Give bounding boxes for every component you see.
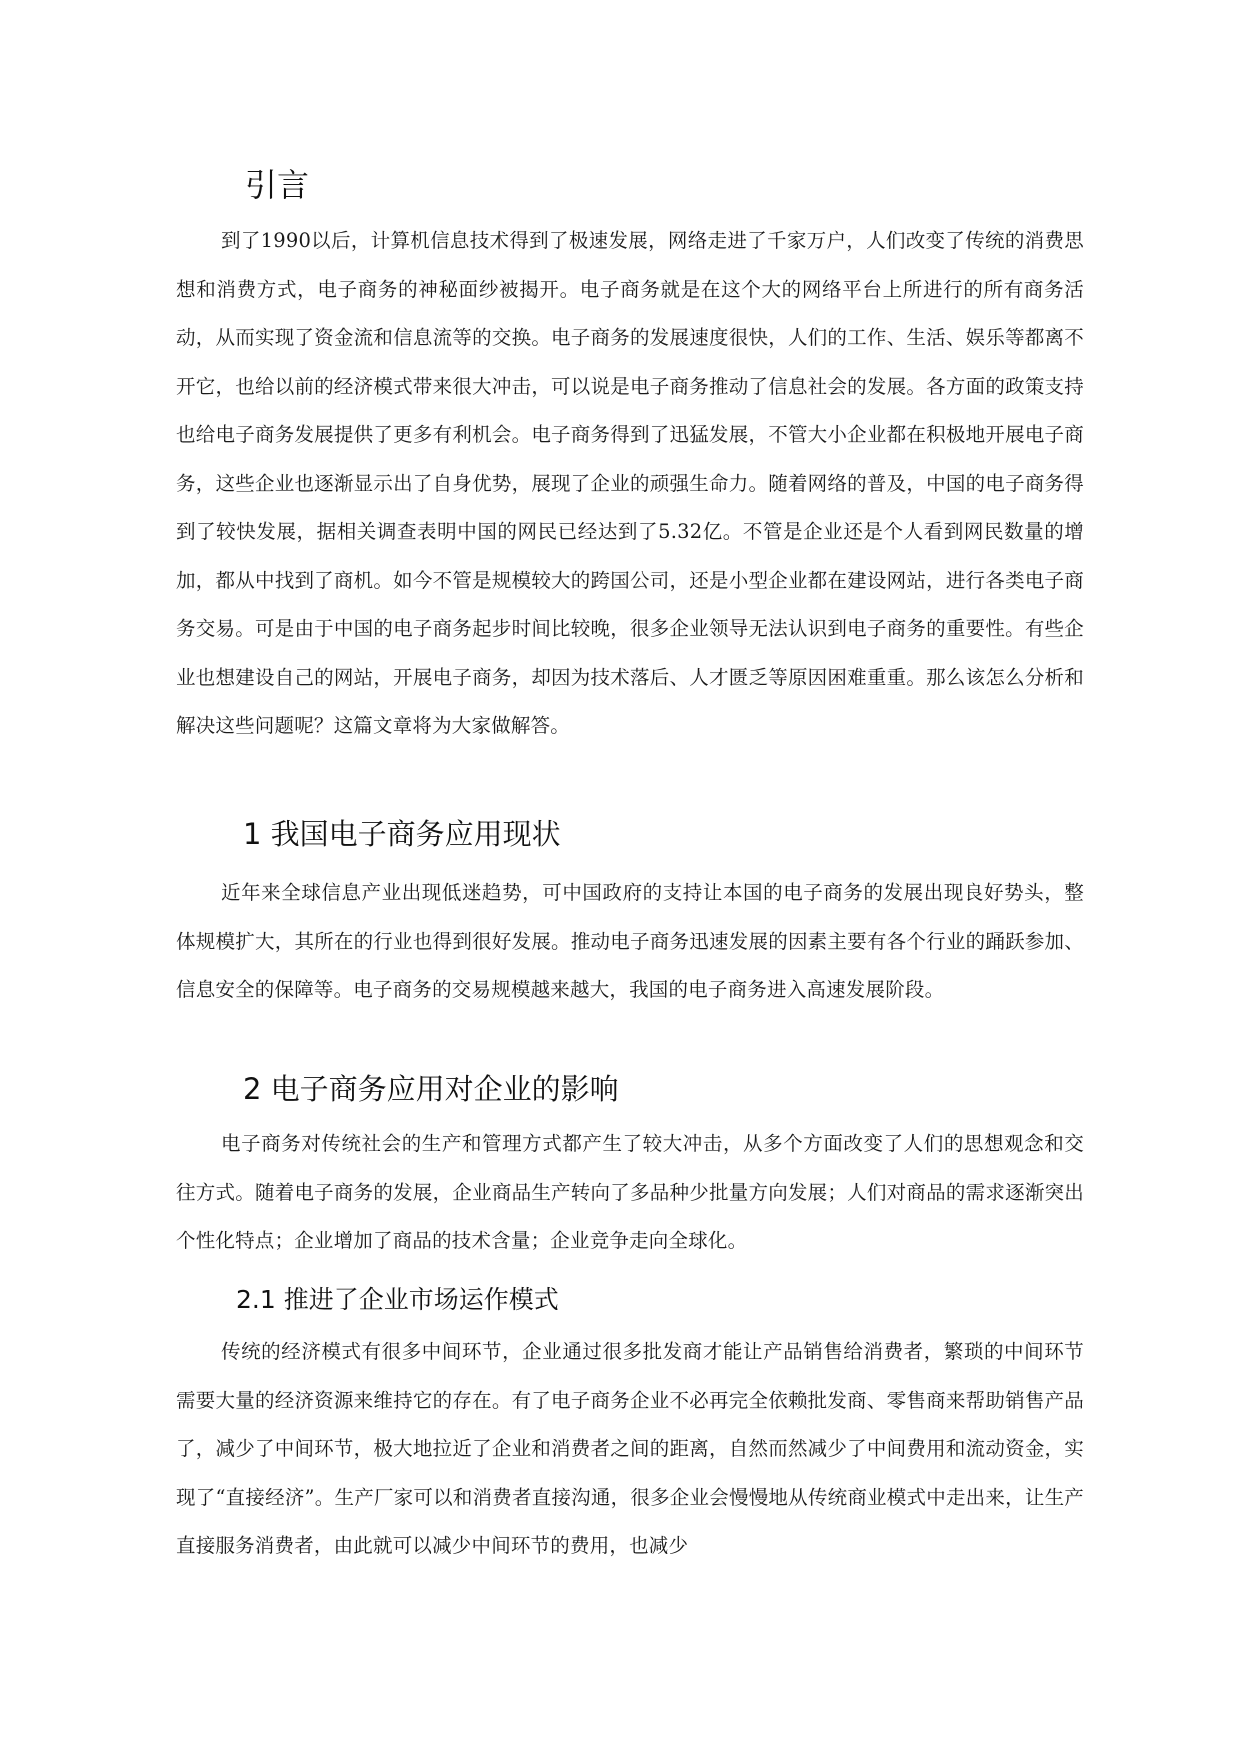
section-2-1-paragraph: 传统的经济模式有很多中间环节，企业通过很多批发商才能让产品销售给消费者，繁琐的中间环节需要大量的经济资源来维持它的存在。有了电子商务企业不必再完全依赖批发商、零售商来帮助销售产品了，减少了中间环节，极大地拉近了企业和消费者之间的距离，自然而然减少了中间费用和流动资金，实现了“直接经济”。生产厂家可以和消费者直接沟通，很多企业会慢慢地从传统商业模式中走出来，让生产直接服务消费者，由此就可以减少中间环节的费用，也减少: [176, 1340, 1084, 1557]
intro-heading: 引言: [245, 166, 310, 204]
section-2-paragraph: 电子商务对传统社会的生产和管理方式都产生了较大冲击，从多个方面改变了人们的思想观念和交往方式。随着电子商务的发展，企业商品生产转向了多品种少批量方向发展；人们对商品的需求逐渐突出个性化特点；企业增加了商品的技术含量；企业竞争走向全球化。: [176, 1132, 1084, 1252]
section-2-1-heading: 2.1 推进了企业市场运作模式: [236, 1285, 559, 1314]
section-1-paragraph: 近年来全球信息产业出现低迷趋势，可中国政府的支持让本国的电子商务的发展出现良好势头，整体规模扩大，其所在的行业也得到很好发展。推动电子商务迅速发展的因素主要有各个行业的踊跃参加、信息安全的保障等。电子商务的交易规模越来越大，我国的电子商务进入高速发展阶段。: [176, 881, 1084, 1001]
section-2-heading: 2 电子商务应用对企业的影响: [243, 1072, 619, 1106]
intro-paragraph: 到了1990以后，计算机信息技术得到了极速发展，网络走进了千家万户，人们改变了传统的消费思想和消费方式，电子商务的神秘面纱被揭开。电子商务就是在这个大的网络平台上所进行的所有商务活动，从而实现了资金流和信息流等的交换。电子商务的发展速度很快，人们的工作、生活、娱乐等都离不开它，也给以前的经济模式带来很大冲击，可以说是电子商务推动了信息社会的发展。各方面的政策支持也给电子商务发展提供了更多有利机会。电子商务得到了迅猛发展，不管大小企业都在积极地开展电子商务，这些企业也逐渐显示出了自身优势，展现了企业的顽强生命力。随着网络的普及，中国的电子商务得到了较快发展，据相关调查表明中国的网民已经达到了5.32亿。不管是企业还是个人看到网民数量的增加，都从中找到了商机。如今不管是规模较大的跨国公司，还是小型企业都在建设网站，进行各类电子商务交易。可是由于中国的电子商务起步时间比较晚，很多企业领导无法认识到电子商务的重要性。有些企业也想建设自己的网站，开展电子商务，却因为技术落后、人才匮乏等原因困难重重。那么该怎么分析和解决这些问题呢？这篇文章将为大家做解答。: [176, 229, 1084, 737]
section-1-heading: 1 我国电子商务应用现状: [243, 817, 561, 851]
